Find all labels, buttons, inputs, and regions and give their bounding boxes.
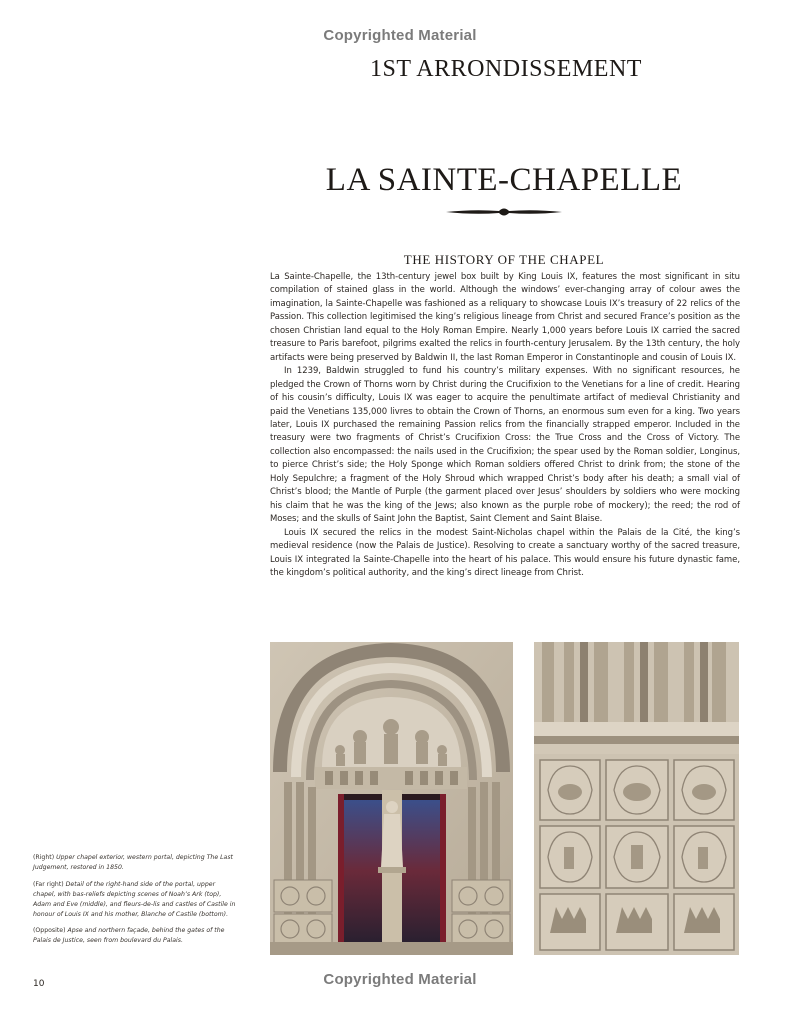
watermark-top: Copyrighted Material: [323, 27, 477, 44]
caption-prefix: (Far right): [33, 880, 66, 888]
caption: [33, 880, 238, 920]
caption-text: Upper chapel exterior, western portal, depicting The Last Judgement, restored in 1850.: [33, 854, 233, 871]
caption-text: Detail of the right-hand side of the portal, upper chapel, with bas-reliefs depicting scenes of Noah’s Ark (top), Adam and Eve (middle), and fleurs-de-lis and castles of Castile in honour of Louis IX and his mother, Blanche of Castile (bottom).: [33, 880, 236, 918]
section-heading: 1ST ARRONDISSEMENT: [370, 56, 642, 82]
paragraph: Louis IX secured the relics in the modest Saint-Nicholas chapel within the Palais de la Cité, the king’s medieval residence (now the Palais de Justice). Resolving to create a sanctuary worthy of the sacred treasure, Louis IX integrated la Sainte-Chapelle into the heart of his palace. This would ensure his future dynastic fame, the kingdom’s political authority, and the king’s direct lineage from Christ.: [270, 527, 740, 578]
section-subtitle: THE HISTORY OF THE CHAPEL: [403, 252, 605, 267]
portal-photo: [270, 642, 513, 955]
paragraph: La Sainte-Chapelle, the 13th-century jewel box built by King Louis IX, features the most significant in situ compilation of stained glass in the world. Although the windows’ ever-changing array of colour awes the imagination, la Sainte-Chapelle was fashioned as a reliquary to showcase Louis IX’s treasury of 22 relics of the Passion. This collection legitimised the king’s religious lineage from Christ and secured France’s position as the chosen Christian land equal to the Holy Roman Empire. Nearly 1,000 years before Louis IX carried the sacred treasure to Paris barefoot, pilgrims exalted the relics in fourth-century Jerusalem. By the 13th century, the holy artifacts were being preserved by Baldwin II, the last Roman Emperor in Constantinople and cousin of Louis IX.: [270, 272, 740, 363]
page-number: 10: [33, 979, 45, 989]
article-body: [270, 271, 740, 580]
photo-captions: [33, 853, 238, 953]
title-ornament-divider: [444, 205, 564, 219]
paragraph: In 1239, Baldwin struggled to fund his country’s military expenses. With no significant resources, he pledged the Crown of Thorns worn by Christ during the Crucifixion to the Venetians for a line of credit. Hearing of his cousin’s difficulty, Louis IX was eager to acquire the penultimate artifact of medieval Christianity and paid the Venetians 135,000 livres to obtain the Crown of Thorns, an enormous sum even for a king. Two years later, Louis IX purchased the remaining Passion relics from the financially strapped emperor. Included in the treasury were two fragments of Christ’s Crucifixion Cross: the True Cross and the Cross of Victory. The collection also encompassed: the nails used in the Crucifixion; the spear used by the Roman soldier, Longinus, to pierce Christ’s side; the Holy Sponge which Roman soldiers offered Christ to drink from; the stone of the Holy Sepulchre; a fragment of the Holy Shroud which wrapped Christ’s body after his death; a small vial of Christ’s blood; the Mantle of Purple (the garment placed over Jesus’ shoulders by soldiers who were mocking his claim that he was the king of the Jews; also known as the purple robe of mockery); the reed; the rod of Moses; and the skulls of Saint John the Baptist, Saint Clement and Saint Blaise.: [270, 366, 740, 525]
caption-prefix: (Right): [33, 854, 57, 861]
page-title: LA SAINTE-CHAPELLE: [325, 162, 683, 198]
portal-detail-photo: [534, 642, 739, 955]
caption: [33, 926, 238, 946]
watermark-bottom: Copyrighted Material: [323, 971, 477, 988]
caption: [33, 853, 238, 873]
caption-text: Apse and northern façade, behind the gates of the Palais de Justice, seen from boulevard du Palais.: [33, 927, 225, 945]
caption-prefix: (Opposite): [33, 927, 68, 935]
